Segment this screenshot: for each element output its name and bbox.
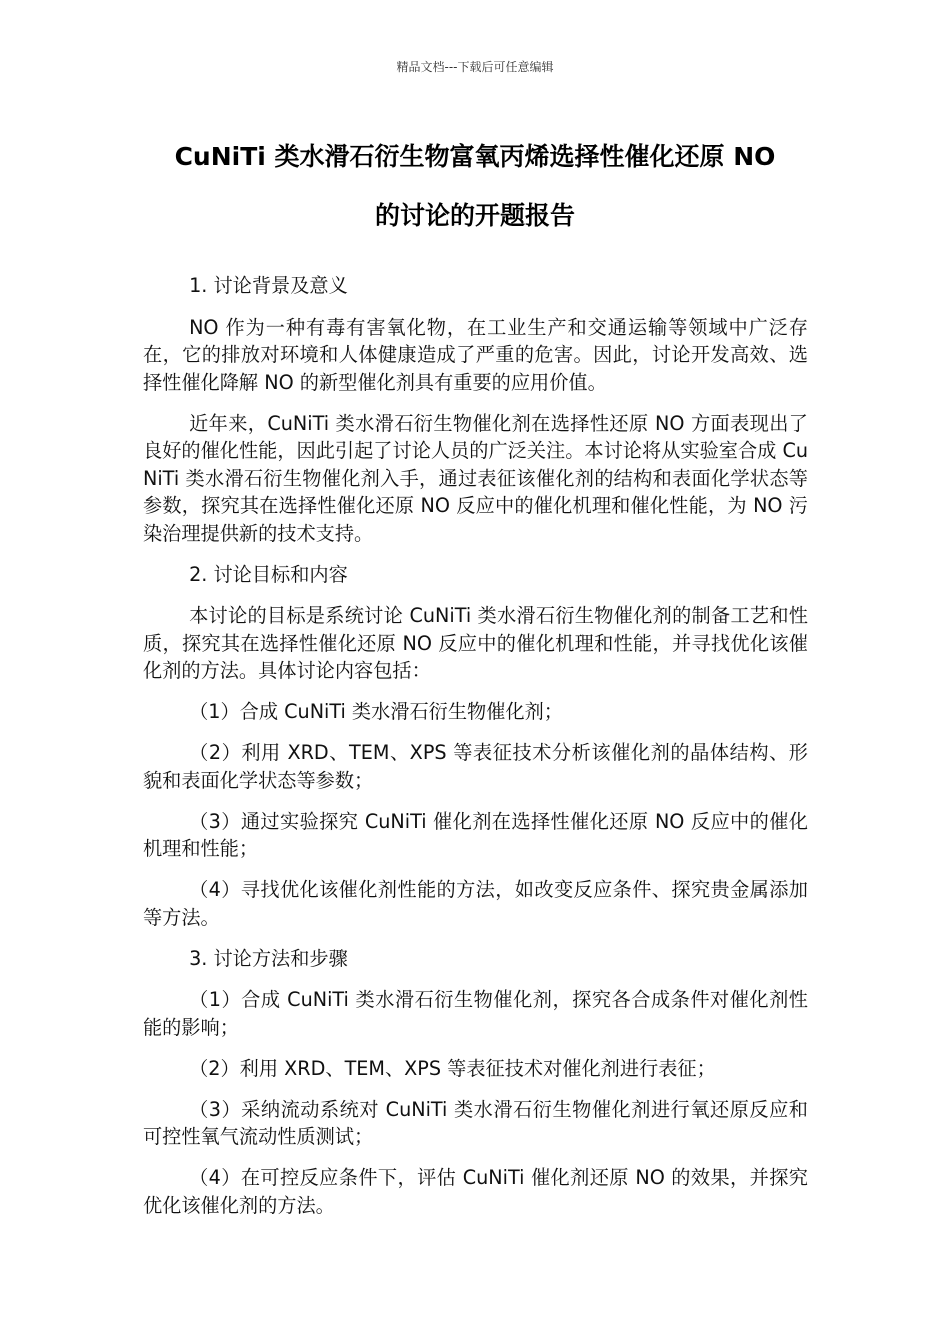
list-item: （2）利用 XRD、TEM、XPS 等表征技术分析该催化剂的晶体结构、形貌和表面化学状态等参数； — [143, 741, 808, 792]
paragraph: 近年来，CuNiTi 类水滑石衍生物催化剂在选择性还原 NO 方面表现出了良好的催化性能，因此引起了讨论人员的广泛关注。本讨论将从实验室合成 CuNiTi 类水滑石衍生物催化剂入手，通过表征该催化剂的结构和表面化学状态等参数，探究其在选择性催化还原 NO 反应中的催化机理和催化性能，为 NO 污染治理提供新的技术支持。 — [143, 411, 808, 545]
list-item: （1）合成 CuNiTi 类水滑石衍生物催化剂； — [189, 700, 563, 723]
document-title-line-1: CuNiTi 类水滑石衍生物富氧丙烯选择性催化还原 NO — [174, 142, 776, 171]
list-item: （1）合成 CuNiTi 类水滑石衍生物催化剂，探究各合成条件对催化剂性能的影响； — [143, 988, 808, 1039]
list-item: （3）通过实验探究 CuNiTi 催化剂在选择性催化还原 NO 反应中的催化机理和性能； — [143, 809, 808, 860]
list-item: （3）采纳流动系统对 CuNiTi 类水滑石衍生物催化剂进行氧还原反应和可控性氧气流动性质测试； — [143, 1097, 808, 1148]
list-item: （2）利用 XRD、TEM、XPS 等表征技术对催化剂进行表征； — [189, 1056, 716, 1080]
list-item: （4）寻找优化该催化剂性能的方法，如改变反应条件、探究贵金属添加等方法。 — [143, 878, 808, 929]
header-note: 精品文档---下载后可任意编辑 — [396, 60, 554, 74]
paragraph: 本讨论的目标是系统讨论 CuNiTi 类水滑石衍生物催化剂的制备工艺和性质，探究其在选择性催化还原 NO 反应中的催化机理和性能，并寻找优化该催化剂的方法。具体讨论内容包括： — [143, 604, 808, 682]
document-body — [143, 272, 808, 1233]
section-heading: 2. 讨论目标和内容 — [189, 562, 348, 586]
section-heading: 1. 讨论背景及意义 — [189, 274, 348, 297]
section-heading: 3. 讨论方法和步骤 — [189, 946, 348, 970]
document-title-line-2: 的讨论的开题报告 — [374, 201, 575, 230]
paragraph: NO 作为一种有毒有害氧化物，在工业生产和交通运输等领域中广泛存在，它的排放对环境和人体健康造成了严重的危害。因此，讨论开发高效、选择性催化降解 NO 的新型催化剂具有重要的应用价值。 — [143, 315, 808, 394]
list-item: （4）在可控反应条件下，评估 CuNiTi 催化剂还原 NO 的效果，并探究优化该催化剂的方法。 — [143, 1166, 808, 1217]
